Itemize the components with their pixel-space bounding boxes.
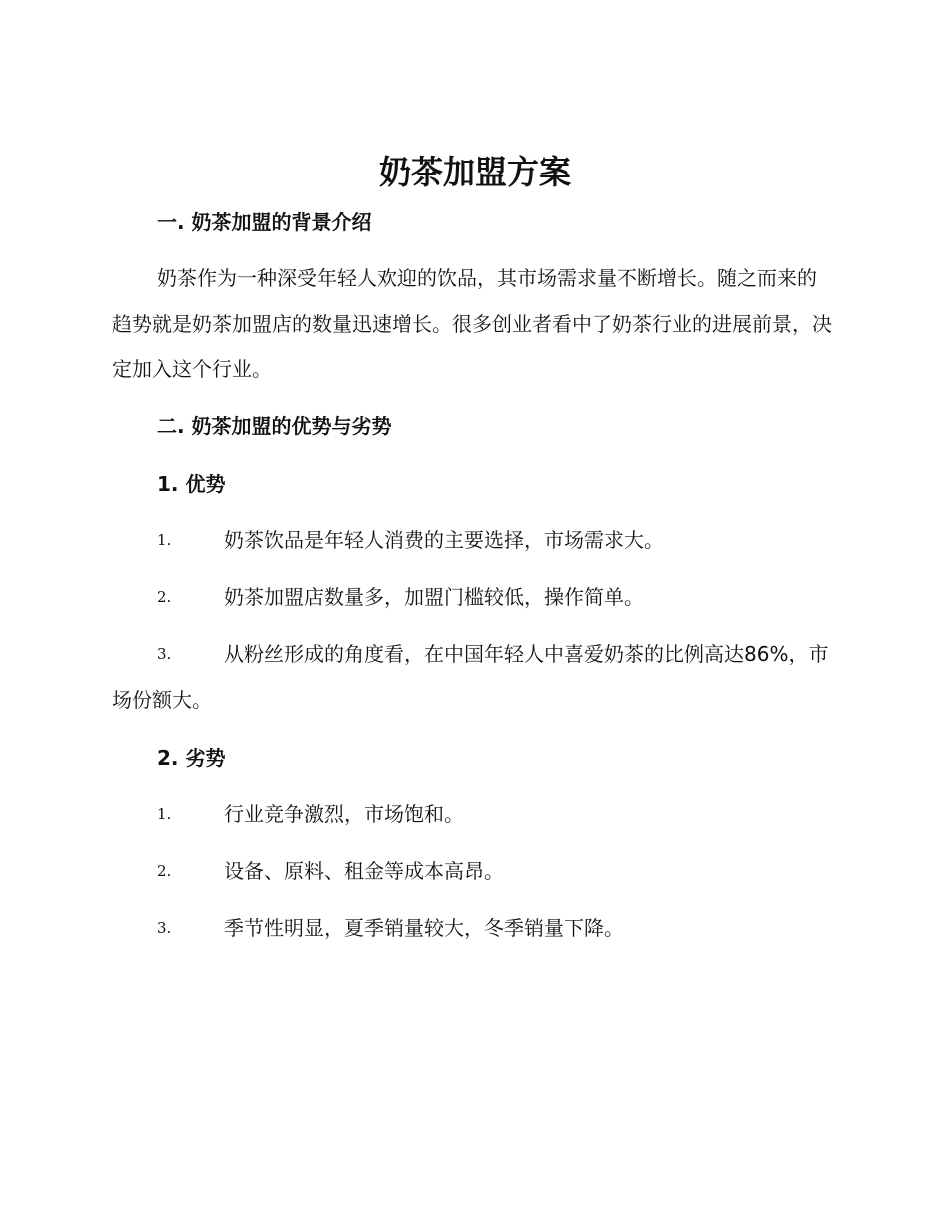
list-item-number: 3. — [157, 645, 172, 663]
list-item-text: 奶茶加盟店数量多，加盟门槛较低，操作简单。 — [224, 585, 644, 609]
list-item-number: 1. — [157, 531, 172, 549]
section-heading-pros-cons: 二. 奶茶加盟的优势与劣势 — [157, 414, 392, 438]
list-item-number: 2. — [157, 862, 172, 880]
pros-list-item — [112, 575, 832, 621]
pros-list-item — [112, 518, 832, 564]
list-item-number: 2. — [157, 588, 172, 606]
cons-list-item — [112, 906, 832, 952]
list-item-number: 3. — [157, 919, 172, 937]
section-heading-background: 一. 奶茶加盟的背景介绍 — [157, 210, 372, 234]
subheading-cons: 2. 劣势 — [157, 746, 226, 770]
background-paragraph — [112, 256, 832, 393]
list-item-text: 奶茶饮品是年轻人消费的主要选择，市场需求大。 — [224, 528, 664, 552]
list-item-text: 行业竞争激烈，市场饱和。 — [224, 802, 464, 826]
list-item-text: 设备、原料、租金等成本高昂。 — [224, 859, 504, 883]
list-item-text: 从粉丝形成的角度看，在中国年轻人中喜爱奶茶的比例高达86%，市场份额大。 — [112, 642, 829, 712]
pros-list-item — [112, 632, 832, 723]
background-paragraph-text: 奶茶作为一种深受年轻人欢迎的饮品，其市场需求量不断增长。随之而来的趋势就是奶茶加盟店的数量迅速增长。很多创业者看中了奶茶行业的进展前景，决定加入这个行业。 — [112, 266, 832, 381]
list-item-number: 1. — [157, 805, 172, 823]
cons-list-item — [112, 792, 832, 838]
document-title: 奶茶加盟方案 — [378, 153, 571, 191]
list-item-text: 季节性明显，夏季销量较大，冬季销量下降。 — [224, 916, 624, 940]
subheading-pros: 1. 优势 — [157, 472, 226, 496]
cons-list-item — [112, 849, 832, 895]
